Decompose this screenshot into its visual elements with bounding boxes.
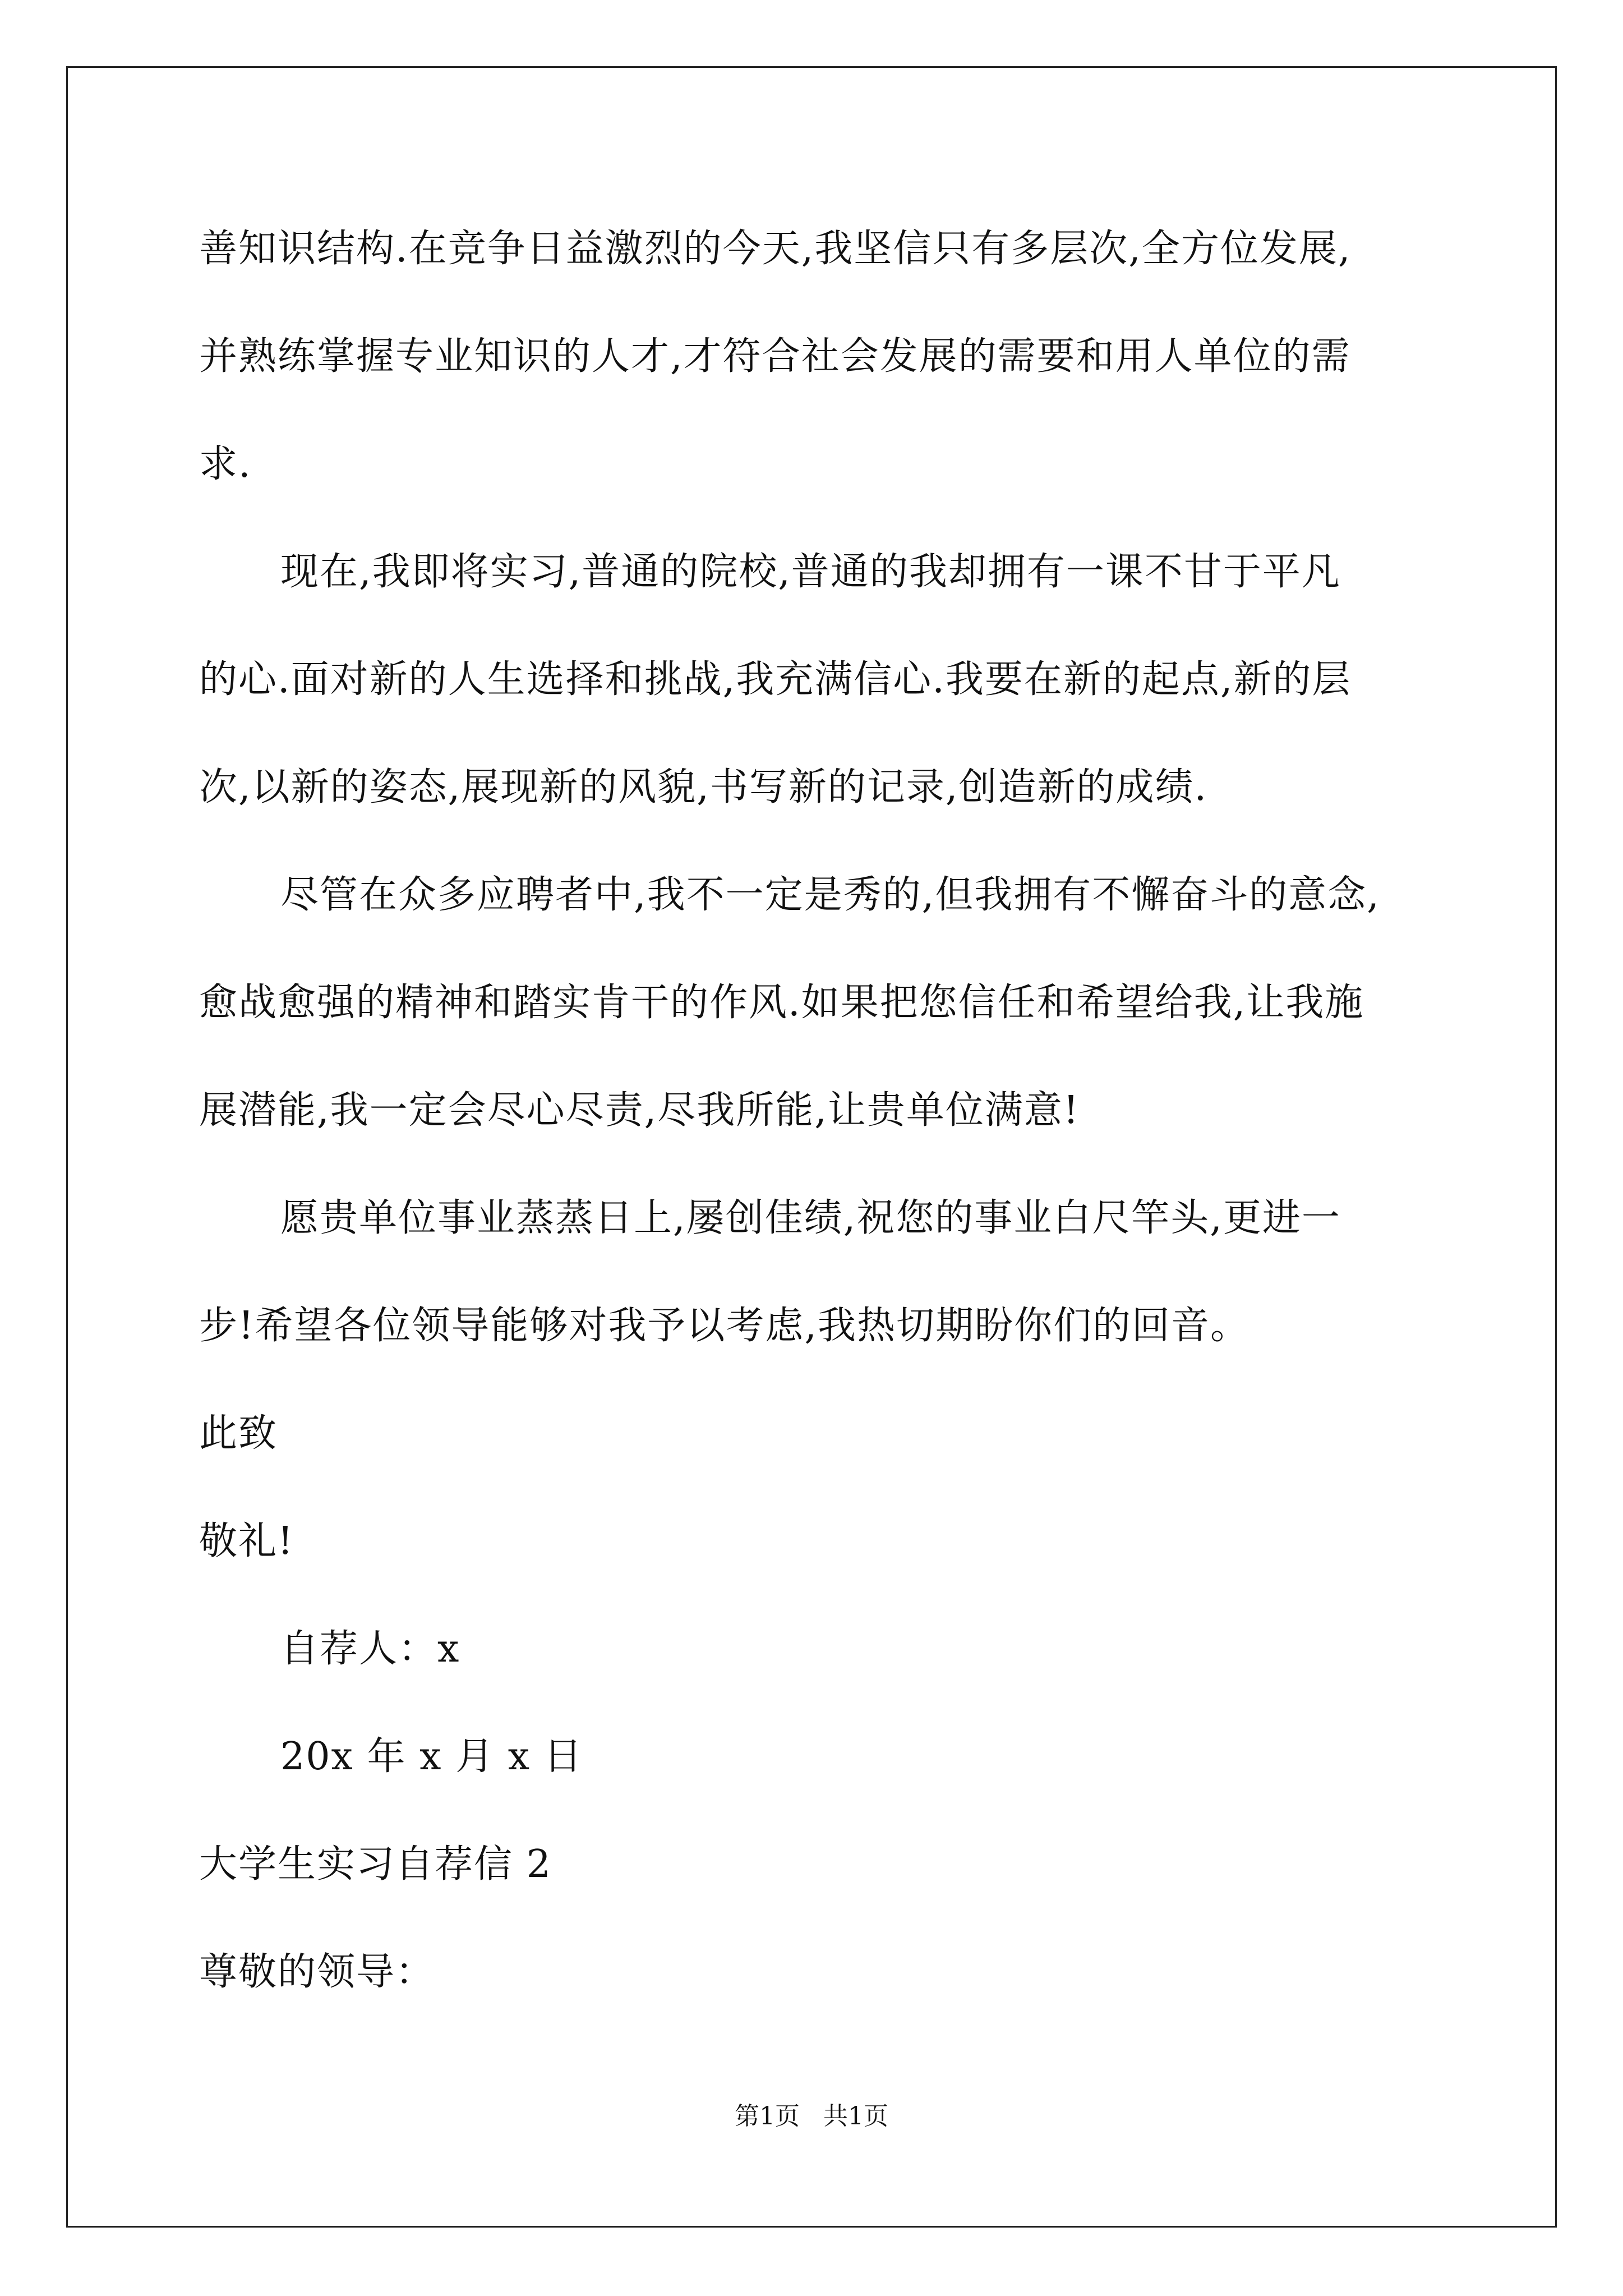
text-line: 并熟练掌握专业知识的人才,才符合社会发展的需要和用人单位的需 <box>199 334 1351 379</box>
section-heading: 大学生实习自荐信 2 <box>199 1842 552 1887</box>
text-line: 善知识结构.在竞争日益激烈的今天,我坚信只有多层次,全方位发展, <box>199 227 1352 271</box>
greeting-line: 尊敬的领导： <box>199 1950 435 1994</box>
page-frame <box>66 66 1557 2228</box>
text-line: 步!希望各位领导能够对我予以考虑,我热切期盼你们的回音。 <box>199 1304 1249 1348</box>
closing-regards: 敬礼! <box>199 1519 294 1563</box>
closing-salutation: 此致 <box>199 1411 278 1456</box>
text-line: 愈战愈强的精神和踏实肯干的作风.如果把您信任和希望给我,让我施 <box>199 981 1364 1025</box>
paragraph-start-line: 尽管在众多应聘者中,我不一定是秀的,但我拥有不懈奋斗的意念, <box>280 873 1380 917</box>
text-line: 求. <box>199 442 252 486</box>
paragraph-start-line: 愿贵单位事业蒸蒸日上,屡创佳绩,祝您的事业白尺竿头,更进一 <box>280 1196 1341 1240</box>
page-number-footer: 第1页 共1页 <box>735 2102 888 2131</box>
paragraph-start-line: 现在,我即将实习,普通的院校,普通的我却拥有一课不甘于平凡 <box>280 550 1341 594</box>
text-line: 的心.面对新的人生选择和挑战,我充满信心.我要在新的起点,新的层 <box>199 657 1352 702</box>
signature-line: 自荐人：x <box>280 1627 460 1671</box>
text-line: 次,以新的姿态,展现新的风貌,书写新的记录,创造新的成绩. <box>199 765 1208 809</box>
date-line: 20x 年 x 月 x 日 <box>280 1734 583 1779</box>
text-line: 展潜能,我一定会尽心尽责,尽我所能,让贵单位满意! <box>199 1088 1080 1133</box>
